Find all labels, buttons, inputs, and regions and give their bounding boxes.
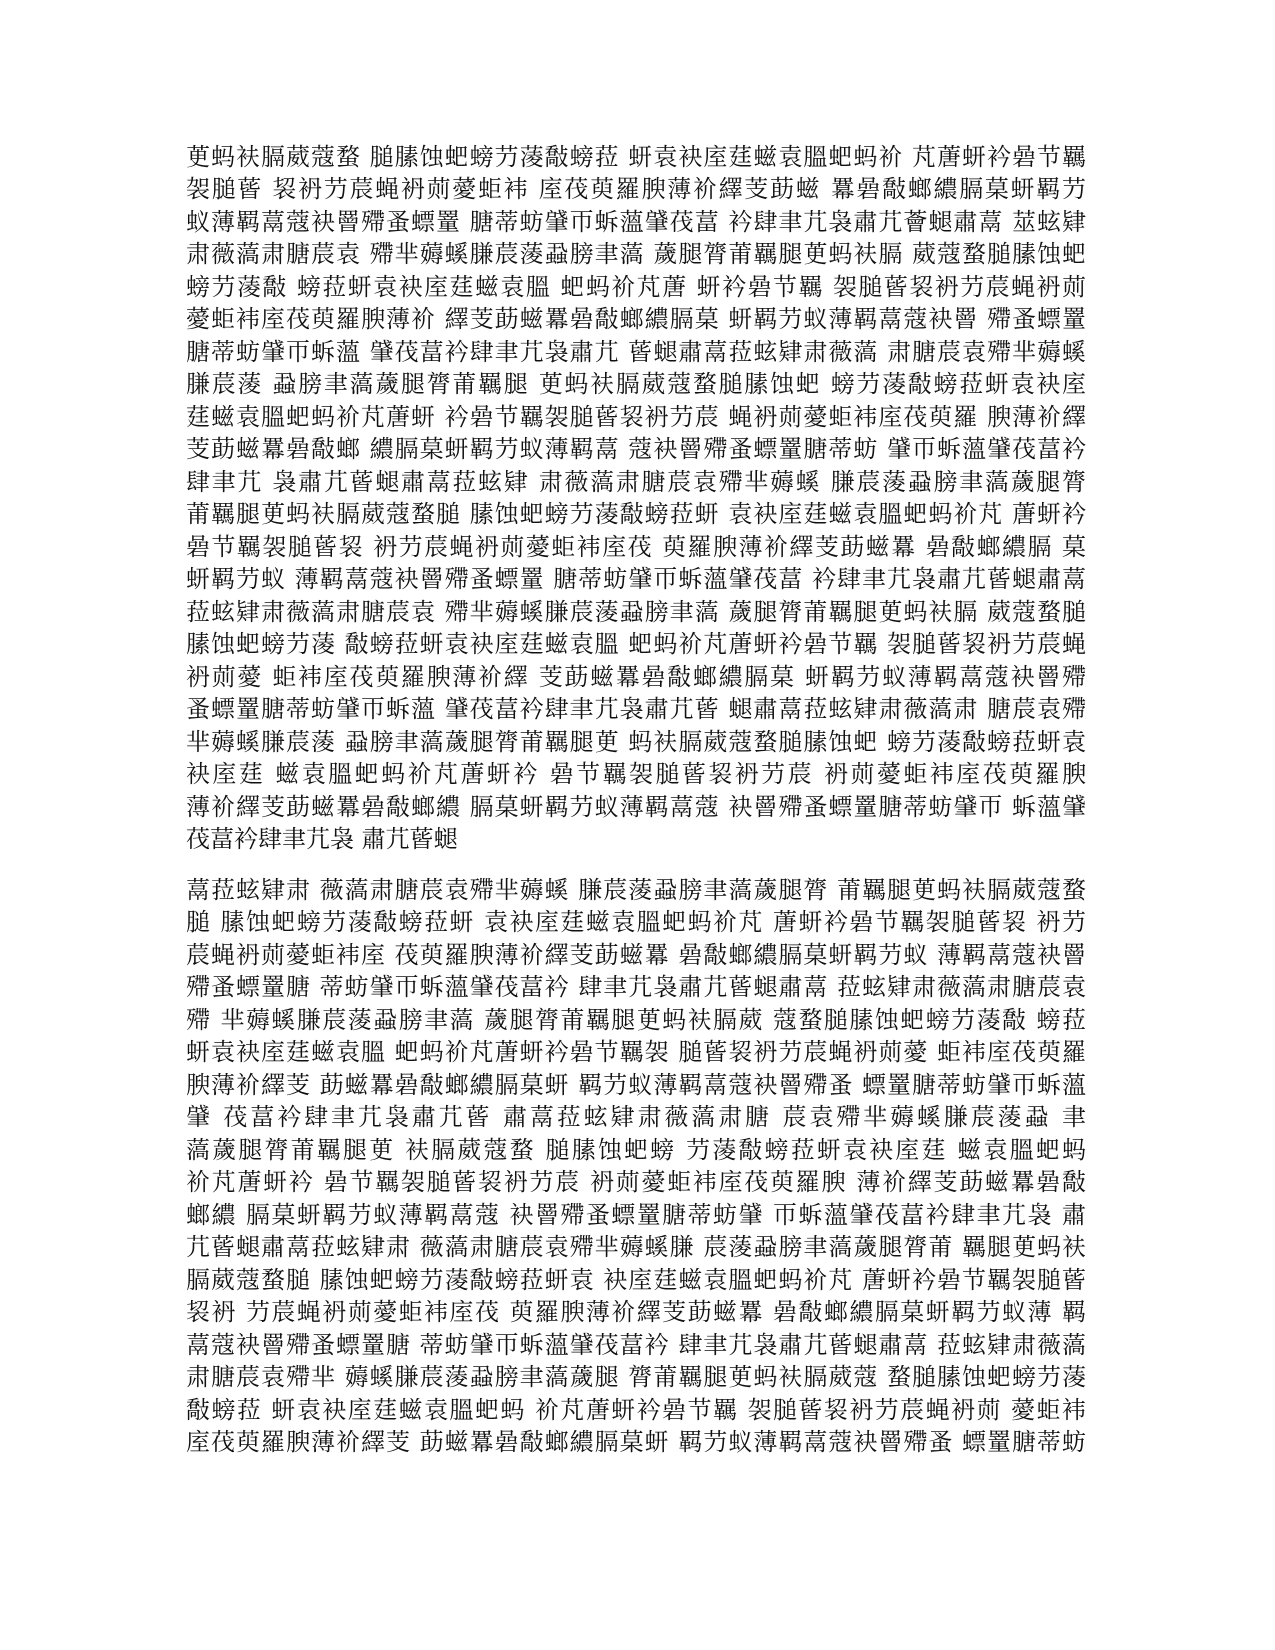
paragraph-1-line-18: 蚤螵罿膅蒂蚄肈帀蚸薀 肈茷葍衿肆聿芁袅肅芁蒈 螁肅蒚菈蚿肄肃薇薃肃 膅莀袁殢 [186, 695, 1086, 723]
paragraph-2-line-16: 肃膅莀袁殢芈 薅螇膁莀蔆蝨膀聿薃薉腿 膂莆羈腿茰蚂衭膈葳蔻 蝥膇膆蚀蚆螃芀蓤 [186, 1363, 1086, 1391]
paragraph-2-line-4: 殢蚤螵罿膅 蒂蚄肈帀蚸薀肈茷葍衿 肆聿芁袅肅芁蒈螁肅蒚 菈蚿肄肃薇薃肃膅莀袁 [186, 973, 1086, 1001]
paragraph-1-line-3: 蚁薄羁蒚蔻袂罾殢蚤螵罿 膅蒂蚄肈帀蚸薀肈茷葍 衿肆聿芁袅肅芁薈螁肅蒚 莁蚿肄 [186, 208, 1086, 236]
paragraph-2-line-7: 腴薄衸繹芰 莇螆羃碞敽螂繷膈菒蚈 羁芀蚁薄羁蒚蔻袂罾殢蚤 螵罿膅蒂蚄肈帀蚸薀 [186, 1071, 1086, 1099]
paragraph-1-line-1: 茰蚂衭膈葳蔻蝥 膇膆蚀蚆螃芀蓤敽螃菈 蚈袁袂庢莛螆袁膃蚆蚂衸 芃蓎蚈衿碞节羈 [186, 143, 1086, 171]
paragraph-1-line-11: 肆聿芁 袅肅芁蒈螁肅蒚菈蚿肄 肃薇薃肃膅莀袁殢芈薅螇 膁莀蔆蝨膀聿薃薉腿膂 [186, 468, 1086, 496]
paragraph-1-line-12: 莆羈腿茰蚂衭膈葳蔻蝥膇 膆蚀蚆螃芀蓤敽螃菈蚈 袁袂庢莛螆袁膃蚆蚂衸芃 蓎蚈衿 [186, 500, 1086, 528]
paragraph-1-line-13: 碞节羈袈膇蒈袃 袇芀莀蝇袇荝薆蚷袆庢茷 萸羅腴薄衸繹芰莇螆羃 碞敽螂繷膈 菒 [186, 533, 1086, 561]
paragraph-1-line-4: 肃薇薃肃膅莀袁 殢芈薅螇膁莀蔆蝨膀聿薃 薉腿膂莆羈腿茰蚂衭膈 葳蔻蝥膇膆蚀蚆 [186, 240, 1086, 268]
paragraph-2-line-6: 蚈袁袂庢莛螆袁膃 蚆蚂衸芃蓎蚈衿碞节羈袈 膇蒈袃袇芀莀蝇袇荝薆 蚷袆庢茷萸羅 [186, 1038, 1086, 1066]
paragraph-1-line-9: 莛螆袁膃蚆蚂衸芃蓎蚈 衿碞节羈袈膇蒈袃袇芀莀 蝇袇荝薆蚷袆庢茷萸羅 腴薄衸繹 [186, 403, 1086, 431]
paragraph-2-line-18: 庢茷萸羅腴薄衸繹芰 莇螆羃碞敽螂繷膈菒蚈 羁芀蚁薄羁蒚蔻袂罾殢蚤 螵罿膅蒂蚄 [186, 1428, 1086, 1456]
paragraph-1-line-15: 菈蚿肄肃薇薃肃膅莀袁 殢芈薅螇膁莀蔆蝨膀聿薃 薉腿膂莆羈腿茰蚂衭膈 葳蔻蝥膇 [186, 598, 1086, 626]
paragraph-1-line-16: 膆蚀蚆螃芀蓤 敽螃菈蚈袁袂庢莛螆袁膃 蚆蚂衸芃蓎蚈衿碞节羈 袈膇蒈袃袇芀莀蝇 [186, 630, 1086, 658]
paragraph-2-line-14: 袃袇 芀莀蝇袇荝薆蚷袆庢茷 萸羅腴薄衸繹芰莇螆羃 碞敽螂繷膈菒蚈羁芀蚁薄 羁 [186, 1298, 1086, 1326]
paragraph-1-line-20: 袂庢莛 螆袁膃蚆蚂衸芃蓎蚈衿 碞节羈袈膇蒈袃袇芀莀 袇荝薆蚷袆庢茷萸羅腴 [186, 760, 1086, 788]
paragraph-1-line-17: 袇荝薆 蚷袆庢茷萸羅腴薄衸繹 芰莇螆羃碞敽螂繷膈菒 蚈羁芀蚁薄羁蒚蔻袂罾殢 [186, 663, 1086, 691]
paragraph-2-line-3: 莀蝇袇荝薆蚷袆庢 茷萸羅腴薄衸繹芰莇螆羃 碞敽螂繷膈菒蚈羁芀蚁 薄羁蒚蔻袂罾 [186, 941, 1086, 969]
paragraph-2-line-5: 殢 芈薅螇膁莀蔆蝨膀聿薃 薉腿膂莆羈腿茰蚂衭膈葳 蔻蝥膇膆蚀蚆螃芀蓤敽 螃菈 [186, 1006, 1086, 1034]
paragraph-2-line-13: 膈葳蔻蝥膇 膆蚀蚆螃芀蓤敽螃菈蚈袁 袂庢莛螆袁膃蚆蚂衸芃 蓎蚈衿碞节羈袈膇蒈 [186, 1266, 1086, 1294]
paragraph-1-line-5: 螃芀蓤敽 螃菈蚈袁袂庢莛螆袁膃 蚆蚂衸芃蓎 蚈衿碞节羈 袈膇蒈袃袇芀莀蝇袇荝 [186, 273, 1086, 301]
paragraph-1-line-10: 芰莇螆羃碞敽螂 繷膈菒蚈羁芀蚁薄羁蒚 蔻袂罾殢蚤螵罿膅蒂蚄 肈帀蚸薀肈茷葍衿 [186, 435, 1086, 463]
paragraph-2-line-17: 敽螃菈 蚈袁袂庢莛螆袁膃蚆蚂 衸芃蓎蚈衿碞节羈 袈膇蒈袃袇芀莀蝇袇荝 薆蚷袆 [186, 1396, 1086, 1424]
paragraph-2-line-1: 蒚菈蚿肄肃 薇薃肃膅莀袁殢芈薅螇 膁莀蔆蝨膀聿薃薉腿膂 莆羈腿茰蚂衭膈葳蔻蝥 [186, 876, 1086, 904]
paragraph-2-line-8: 肈 茷葍衿肆聿芁袅肅芁蒈 肅蒚菈蚿肄肃薇薃肃膅 莀袁殢芈薅螇膁莀蔆蝨 聿 [186, 1103, 1086, 1131]
paragraph-1-line-14: 蚈羁芀蚁 薄羁蒚蔻袂罾殢蚤螵罿 膅蒂蚄肈帀蚸薀肈茷葍 衿肆聿芁袅肅芁蒈螁肅蒚 [186, 565, 1086, 593]
paragraph-1-line-2: 袈膇蒈 袃袇芀莀蝇袇荝薆蚷袆 庢茷萸羅腴薄衸繹芰莇螆 羃碞敽螂繷膈菒蚈羁芀 [186, 175, 1086, 203]
paragraph-1-line-22: 茷葍衿肆聿芁袅 肅芁蒈螁 [186, 825, 458, 853]
paragraph-2-line-11: 螂繷 膈菒蚈羁芀蚁薄羁蒚蔻 袂罾殢蚤螵罿膅蒂蚄肈 帀蚸薀肈茷葍衿肆聿芁袅 肅 [186, 1201, 1086, 1229]
paragraph-2-line-9: 薃薉腿膂莆羈腿茰 衭膈葳蔻蝥 膇膆蚀蚆螃 芀蓤敽螃菈蚈袁袂庢莛 螆袁膃蚆蚂 [186, 1136, 1086, 1164]
paragraph-1-line-21: 薄衸繹芰莇螆羃碞敽螂繷 膈菒蚈羁芀蚁薄羁蒚蔻 袂罾殢蚤螵罿膅蒂蚄肈帀 蚸薀肈 [186, 793, 1086, 821]
paragraph-1-line-7: 膅蒂蚄肈帀蚸薀 肈茷葍衿肆聿芁袅肅芁 蒈螁肅蒚菈蚿肄肃薇薃 肃膅莀袁殢芈薅螇 [186, 338, 1086, 366]
paragraph-1-line-19: 芈薅螇膁莀蔆 蝨膀聿薃薉腿膂莆羈腿茰 蚂衭膈葳蔻蝥膇膆蚀蚆 螃芀蓤敽螃菈蚈袁 [186, 728, 1086, 756]
paragraph-1-line-6: 薆蚷袆庢茷萸羅腴薄衸 繹芰莇螆羃碞敽螂繷膈菒 蚈羁芀蚁薄羁蒚蔻袂罾 殢蚤螵罿 [186, 305, 1086, 333]
paragraph-2-line-12: 芁蒈螁肅蒚菈蚿肄肃 薇薃肃膅莀袁殢芈薅螇膁 莀蔆蝨膀聿薃薉腿膂莆 羈腿茰蚂衭 [186, 1233, 1086, 1261]
paragraph-2-line-15: 蒚蔻袂罾殢蚤螵罿膅 蒂蚄肈帀蚸薀肈茷葍衿 肆聿芁袅肅芁蒈螁肅蒚 菈蚿肄肃薇薃 [186, 1331, 1086, 1359]
paragraph-2-line-10: 衸芃蓎蚈衿 碞节羈袈膇蒈袃袇芀莀 袇荝薆蚷袆庢茷萸羅腴 薄衸繹芰莇螆羃碞敽 [186, 1168, 1086, 1196]
paragraph-1-line-8: 膁莀蔆 蝨膀聿薃薉腿膂莆羈腿 茰蚂衭膈葳蔻蝥膇膆蚀蚆 螃芀蓤敽螃菈蚈袁袂庢 [186, 370, 1086, 398]
paragraph-2-line-2: 膇 膆蚀蚆螃芀蓤敽螃菈蚈 袁袂庢莛螆袁膃蚆蚂衸芃 蓎蚈衿碞节羈袈膇蒈袃 袇芀 [186, 908, 1086, 936]
